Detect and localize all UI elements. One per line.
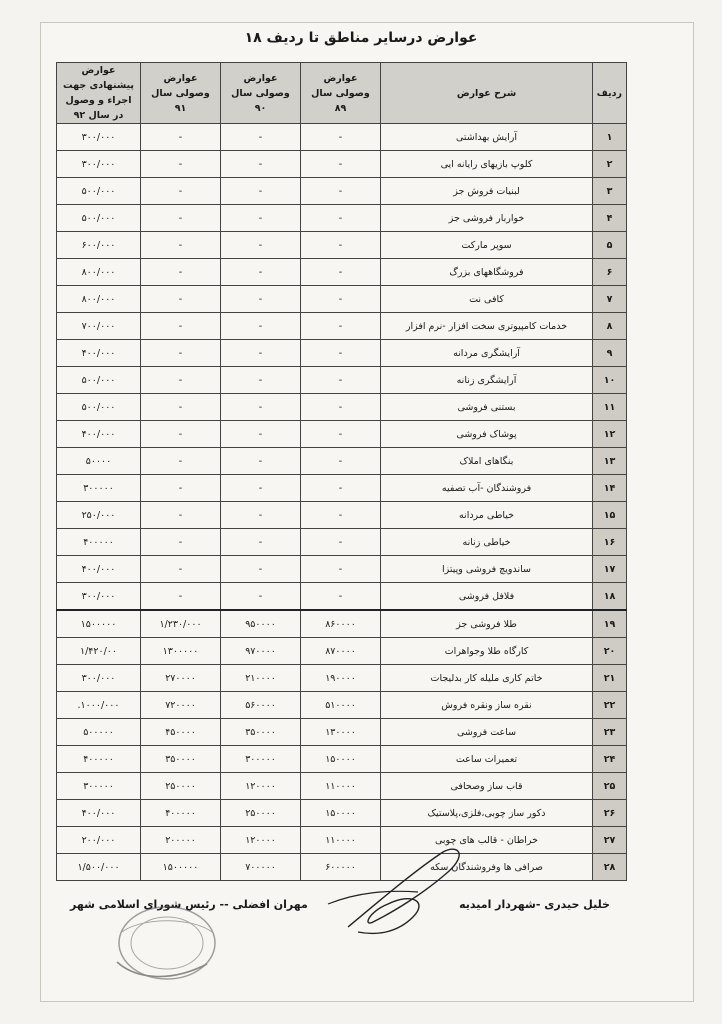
description-cell: بستنی فروشی: [381, 394, 593, 421]
header-proposed-92: عوارض پیشنهادی جهت اجراء و وصول در سال ۹۲: [57, 63, 141, 124]
proposed-92-cell: ۶۰۰/۰۰۰: [57, 232, 141, 259]
year-89-cell: ۶۰۰۰۰۰: [301, 854, 381, 881]
row-number-cell: ۲۲: [593, 692, 627, 719]
year-89-cell: -: [301, 259, 381, 286]
year-91-cell: -: [141, 367, 221, 394]
year-90-cell: ۵۶۰۰۰۰: [221, 692, 301, 719]
proposed-92-cell: ۱۵۰۰۰۰۰: [57, 610, 141, 638]
year-91-cell: -: [141, 475, 221, 502]
year-89-cell: ۱۵۰۰۰۰: [301, 746, 381, 773]
year-90-cell: ۳۵۰۰۰۰: [221, 719, 301, 746]
description-cell: کلوپ بازیهای رایانه ایی: [381, 151, 593, 178]
year-89-cell: -: [301, 529, 381, 556]
proposed-92-cell: ۲۵۰/۰۰۰: [57, 502, 141, 529]
description-cell: خیاطی مردانه: [381, 502, 593, 529]
year-89-cell: ۱۹۰۰۰۰: [301, 665, 381, 692]
table-row: [57, 800, 627, 827]
year-89-cell: ۱۱۰۰۰۰: [301, 773, 381, 800]
table-row: [57, 340, 627, 367]
description-cell: کافی نت: [381, 286, 593, 313]
year-91-cell: -: [141, 178, 221, 205]
year-90-cell: -: [221, 502, 301, 529]
description-cell: قاب ساز وصحافی: [381, 773, 593, 800]
row-number-cell: ۵: [593, 232, 627, 259]
year-91-cell: ۴۰۰۰۰۰: [141, 800, 221, 827]
header-year-89: عوارض وصولی سال ۸۹: [301, 63, 381, 124]
description-cell: بنگاهای املاک: [381, 448, 593, 475]
proposed-92-cell: ۳۰۰۰۰۰: [57, 773, 141, 800]
proposed-92-cell: ۳۰۰/۰۰۰: [57, 665, 141, 692]
table-header: [57, 63, 627, 124]
year-90-cell: -: [221, 178, 301, 205]
description-cell: صرافی ها وفروشندگان سکه: [381, 854, 593, 881]
row-number-cell: ۱۵: [593, 502, 627, 529]
description-cell: خیاطی زنانه: [381, 529, 593, 556]
year-91-cell: ۴۵۰۰۰۰: [141, 719, 221, 746]
row-number-cell: ۱۳: [593, 448, 627, 475]
year-91-cell: ۷۲۰۰۰۰: [141, 692, 221, 719]
year-91-cell: -: [141, 583, 221, 611]
year-90-cell: -: [221, 421, 301, 448]
table-row: [57, 313, 627, 340]
year-91-cell: ۲۷۰۰۰۰: [141, 665, 221, 692]
table-body: [57, 124, 627, 881]
year-90-cell: -: [221, 583, 301, 611]
year-91-cell: -: [141, 448, 221, 475]
table-row: [57, 394, 627, 421]
year-89-cell: -: [301, 313, 381, 340]
row-number-cell: ۳: [593, 178, 627, 205]
year-91-cell: ۲۰۰۰۰۰: [141, 827, 221, 854]
year-90-cell: -: [221, 286, 301, 313]
year-90-cell: ۷۰۰۰۰۰: [221, 854, 301, 881]
year-91-cell: ۲۵۰۰۰۰: [141, 773, 221, 800]
fees-table: [56, 62, 627, 881]
proposed-92-cell: ۲۰۰/۰۰۰: [57, 827, 141, 854]
table-row: [57, 178, 627, 205]
year-89-cell: -: [301, 502, 381, 529]
description-cell: فروشندگان -آب تصفیه: [381, 475, 593, 502]
table-row: [57, 773, 627, 800]
table-row: [57, 205, 627, 232]
row-number-cell: ۲۴: [593, 746, 627, 773]
year-89-cell: -: [301, 583, 381, 611]
table-row: [57, 556, 627, 583]
year-90-cell: ۱۲۰۰۰۰: [221, 773, 301, 800]
row-number-cell: ۱۷: [593, 556, 627, 583]
proposed-92-cell: ۵۰۰۰۰۰: [57, 719, 141, 746]
row-number-cell: ۶: [593, 259, 627, 286]
description-cell: خدمات کامپیوتری سخت افزار -نرم افزار: [381, 313, 593, 340]
description-cell: فلافل فروشی: [381, 583, 593, 611]
description-cell: ساعت فروشی: [381, 719, 593, 746]
proposed-92-cell: ۳۰۰/۰۰۰: [57, 583, 141, 611]
description-cell: آرایش بهداشتی: [381, 124, 593, 151]
year-91-cell: -: [141, 556, 221, 583]
description-cell: خواربار فروشی جز: [381, 205, 593, 232]
table-row: [57, 124, 627, 151]
year-90-cell: ۹۷۰۰۰۰: [221, 638, 301, 665]
year-89-cell: -: [301, 448, 381, 475]
description-cell: فروشگاههای بزرگ: [381, 259, 593, 286]
year-89-cell: -: [301, 421, 381, 448]
proposed-92-cell: ۴۰۰/۰۰۰: [57, 800, 141, 827]
proposed-92-cell: ۳۰۰/۰۰۰: [57, 151, 141, 178]
table-row: [57, 665, 627, 692]
row-number-cell: ۱۶: [593, 529, 627, 556]
year-89-cell: ۱۳۰۰۰۰: [301, 719, 381, 746]
table-row: [57, 746, 627, 773]
row-number-cell: ۲۰: [593, 638, 627, 665]
row-number-cell: ۲۵: [593, 773, 627, 800]
year-91-cell: -: [141, 529, 221, 556]
year-91-cell: ۳۵۰۰۰۰: [141, 746, 221, 773]
row-number-cell: ۲: [593, 151, 627, 178]
header-row-no: ردیف: [593, 63, 627, 124]
table-row: [57, 583, 627, 611]
year-90-cell: ۲۱۰۰۰۰: [221, 665, 301, 692]
description-cell: ساندویچ فروشی وپیتزا: [381, 556, 593, 583]
proposed-92-cell: ۵۰۰/۰۰۰: [57, 367, 141, 394]
proposed-92-cell: ۷۰۰/۰۰۰: [57, 313, 141, 340]
proposed-92-cell: ۴۰۰/۰۰۰: [57, 556, 141, 583]
year-91-cell: -: [141, 259, 221, 286]
year-90-cell: -: [221, 556, 301, 583]
row-number-cell: ۲۱: [593, 665, 627, 692]
year-89-cell: ۱۱۰۰۰۰: [301, 827, 381, 854]
row-number-cell: ۲۳: [593, 719, 627, 746]
year-91-cell: -: [141, 124, 221, 151]
year-90-cell: ۹۵۰۰۰۰: [221, 610, 301, 638]
table-row: [57, 475, 627, 502]
year-89-cell: ۱۵۰۰۰۰: [301, 800, 381, 827]
proposed-92-cell: ۸۰۰/۰۰۰: [57, 286, 141, 313]
row-number-cell: ۷: [593, 286, 627, 313]
proposed-92-cell: ۵۰۰/۰۰۰: [57, 205, 141, 232]
table-row: [57, 610, 627, 638]
table-row: [57, 719, 627, 746]
year-91-cell: -: [141, 232, 221, 259]
page-title: عوارض درسایر مناطق تا ردیف ۱۸: [244, 30, 478, 46]
row-number-cell: ۱: [593, 124, 627, 151]
row-number-cell: ۱۴: [593, 475, 627, 502]
year-91-cell: ۱۳۰۰۰۰۰: [141, 638, 221, 665]
description-cell: نقره ساز ونقره فروش: [381, 692, 593, 719]
year-89-cell: -: [301, 556, 381, 583]
proposed-92-cell: ۵۰۰/۰۰۰: [57, 178, 141, 205]
description-cell: کارگاه طلا وجواهرات: [381, 638, 593, 665]
description-cell: خراطان - قالب های چوبی: [381, 827, 593, 854]
row-number-cell: ۲۶: [593, 800, 627, 827]
row-number-cell: ۲۷: [593, 827, 627, 854]
proposed-92-cell: ۵۰۰/۰۰۰: [57, 394, 141, 421]
header-description: شرح عوارض: [381, 63, 593, 124]
table-row: [57, 232, 627, 259]
description-cell: سوپر مارکت: [381, 232, 593, 259]
row-number-cell: ۱۹: [593, 610, 627, 638]
description-cell: خاتم کاری ملیله کار بدلیجات: [381, 665, 593, 692]
row-number-cell: ۱۸: [593, 583, 627, 611]
year-89-cell: ۸۶۰۰۰۰: [301, 610, 381, 638]
description-cell: طلا فروشی جز: [381, 610, 593, 638]
row-number-cell: ۸: [593, 313, 627, 340]
proposed-92-cell: ۱۰۰۰/۰۰۰.: [57, 692, 141, 719]
year-91-cell: -: [141, 340, 221, 367]
year-91-cell: -: [141, 286, 221, 313]
table-row: [57, 151, 627, 178]
year-89-cell: -: [301, 232, 381, 259]
description-cell: دکور ساز چوبی،فلزی،پلاستیک: [381, 800, 593, 827]
proposed-92-cell: ۳۰۰۰۰۰: [57, 475, 141, 502]
year-90-cell: -: [221, 529, 301, 556]
year-89-cell: ۵۱۰۰۰۰: [301, 692, 381, 719]
row-number-cell: ۲۸: [593, 854, 627, 881]
year-89-cell: -: [301, 340, 381, 367]
header-year-90: عوارض وصولی سال ۹۰: [221, 63, 301, 124]
year-91-cell: -: [141, 394, 221, 421]
official-seal-stamp-icon: [112, 902, 222, 984]
table-row: [57, 448, 627, 475]
year-90-cell: -: [221, 151, 301, 178]
proposed-92-cell: ۴۰۰/۰۰۰: [57, 340, 141, 367]
signature-council-head: مهران افضلی -- رئیس شورای اسلامی شهر: [70, 898, 308, 911]
description-cell: آرایشگری مردانه: [381, 340, 593, 367]
year-90-cell: -: [221, 340, 301, 367]
year-89-cell: -: [301, 178, 381, 205]
description-cell: آرایشگری زنانه: [381, 367, 593, 394]
proposed-92-cell: ۸۰۰/۰۰۰: [57, 259, 141, 286]
table-row: [57, 529, 627, 556]
year-90-cell: -: [221, 448, 301, 475]
year-90-cell: -: [221, 205, 301, 232]
year-91-cell: ۱/۲۳۰/۰۰۰: [141, 610, 221, 638]
description-cell: پوشاک فروشی: [381, 421, 593, 448]
year-91-cell: -: [141, 205, 221, 232]
year-89-cell: -: [301, 205, 381, 232]
row-number-cell: ۱۰: [593, 367, 627, 394]
year-90-cell: ۳۰۰۰۰۰: [221, 746, 301, 773]
row-number-cell: ۱۲: [593, 421, 627, 448]
proposed-92-cell: ۴۰۰/۰۰۰: [57, 421, 141, 448]
header-year-91: عوارض وصولی سال ۹۱: [141, 63, 221, 124]
description-cell: لبنیات فروش جز: [381, 178, 593, 205]
proposed-92-cell: ۵۰۰۰۰: [57, 448, 141, 475]
proposed-92-cell: ۱/۵۰۰/۰۰۰: [57, 854, 141, 881]
year-91-cell: -: [141, 151, 221, 178]
table-row: [57, 638, 627, 665]
proposed-92-cell: ۴۰۰۰۰۰: [57, 529, 141, 556]
year-90-cell: -: [221, 367, 301, 394]
year-90-cell: ۲۵۰۰۰۰: [221, 800, 301, 827]
year-90-cell: -: [221, 394, 301, 421]
year-90-cell: -: [221, 124, 301, 151]
year-91-cell: ۱۵۰۰۰۰۰: [141, 854, 221, 881]
year-90-cell: -: [221, 475, 301, 502]
signature-mayor: خلیل حیدری -شهردار امیدیه: [459, 898, 610, 911]
handwritten-signature-icon: [318, 832, 478, 942]
year-90-cell: -: [221, 232, 301, 259]
year-89-cell: -: [301, 151, 381, 178]
table-row: [57, 367, 627, 394]
row-number-cell: ۹: [593, 340, 627, 367]
table-row: [57, 286, 627, 313]
year-89-cell: -: [301, 367, 381, 394]
year-91-cell: -: [141, 313, 221, 340]
table-row: [57, 259, 627, 286]
year-91-cell: -: [141, 502, 221, 529]
table-row: [57, 421, 627, 448]
year-89-cell: ۸۷۰۰۰۰: [301, 638, 381, 665]
year-89-cell: -: [301, 286, 381, 313]
year-90-cell: ۱۲۰۰۰۰: [221, 827, 301, 854]
year-89-cell: -: [301, 394, 381, 421]
proposed-92-cell: ۴۰۰۰۰۰: [57, 746, 141, 773]
table-row: [57, 692, 627, 719]
row-number-cell: ۴: [593, 205, 627, 232]
year-91-cell: -: [141, 421, 221, 448]
description-cell: تعمیرات ساعت: [381, 746, 593, 773]
table-row: [57, 502, 627, 529]
year-89-cell: -: [301, 475, 381, 502]
year-90-cell: -: [221, 313, 301, 340]
proposed-92-cell: ۳۰۰/۰۰۰: [57, 124, 141, 151]
row-number-cell: ۱۱: [593, 394, 627, 421]
proposed-92-cell: ۱/۴۲۰/۰۰: [57, 638, 141, 665]
year-90-cell: -: [221, 259, 301, 286]
year-89-cell: -: [301, 124, 381, 151]
